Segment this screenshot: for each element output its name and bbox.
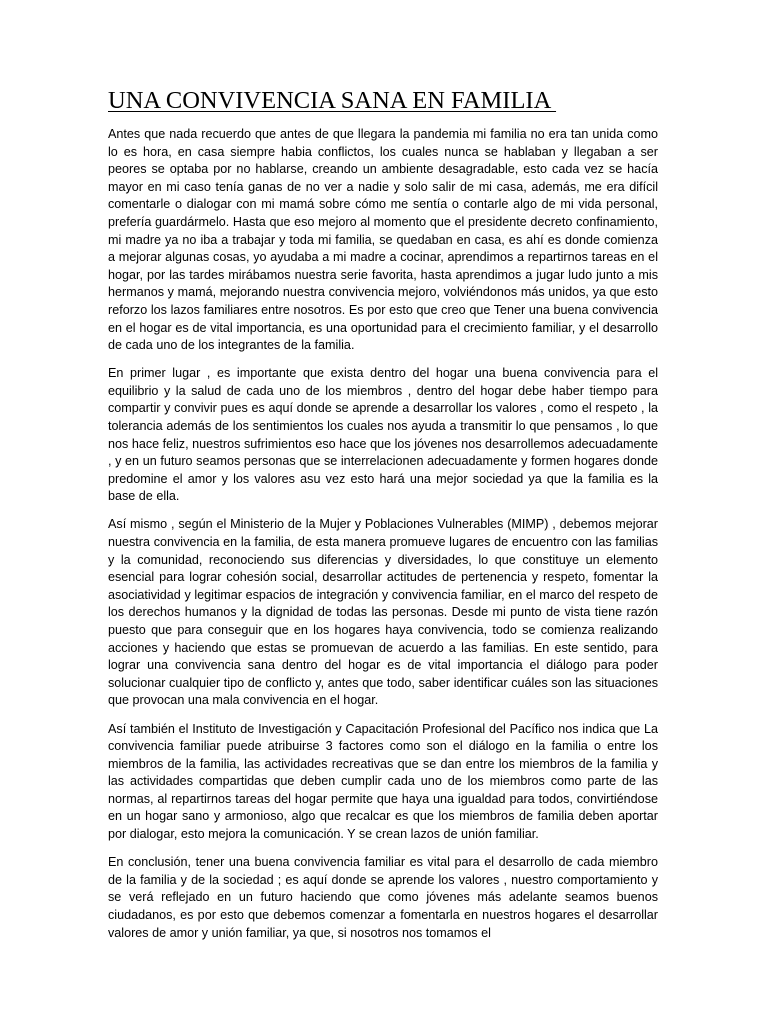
paragraph-institute-citation: Así también el Instituto de Investigación y Capacitación Profesional del Pacífico nos indica que La convivencia familiar puede atribuirse 3 factores como son el diálogo en la familia o entre los miembros de la familia, las actividades recreativas que se dan entre los miembros de la familia y las actividades compartidas que deben cumplir cada uno de los miembros como parte de las normas, al repartirnos tareas del hogar permite que haya una igualdad para todos, convirtiéndose en un hogar sano y armonioso, algo que recalcar es que los miembros de familia deben aportar por dialogar, esto mejora la comunicación. Y se crean lazos de unión familiar. [108, 721, 658, 842]
document-body [108, 126, 658, 953]
paragraph-introduction: Antes que nada recuerdo que antes de que llegara la pandemia mi familia no era tan unida como lo es hora, en casa siempre habia conflictos, los cuales nunca se hablaban y llegaban a ser peores se optaba por no hablarse, creando un ambiente desagradable, esto cada vez se hacía mayor en mi caso tenía ganas de no ver a nadie y solo salir de mi casa, además, me era difícil comentarle o dialogar con mi mamá sobre cómo me sentía o contarle algo de mi vida personal, prefería guardármelo. Hasta que eso mejoro al momento que el presidente decreto confinamiento, mi madre ya no iba a trabajar y toda mi familia, se quedaban en casa, es ahí es donde comienza a mejorar algunas cosas, yo ayudaba a mi madre a cocinar, aprendimos a repartirnos tareas en el hogar, por las tardes mirábamos nuestra serie favorita, hasta aprendimos a jugar ludo junto a mis hermanos y mamá, mejorando nuestra convivencia mejoro, volviéndonos más unidos, ya que esto reforzo los lazos familiares entre nosotros. Es por esto que creo que Tener una buena convivencia en el hogar es de vital importancia, es una oportunidad para el crecimiento familiar, y el desarrollo de cada uno de los integrantes de la familia. [108, 127, 658, 353]
paragraph-conclusion: En conclusión, tener una buena convivencia familiar es vital para el desarrollo de cada miembro de la familia y de la sociedad ; es aquí donde se aprende los valores , nuestro comportamiento y se verá reflejado en un futuro haciendo que como jóvenes más adelante seamos buenos ciudadanos, es por esto que debemos comenzar a fomentarla en nuestros hogares el desarrollar valores de amor y unión familiar, ya que, si nosotros nos tomamos el [108, 855, 658, 940]
paragraph-mimp-citation: Así mismo , según el Ministerio de la Mujer y Poblaciones Vulnerables (MIMP) , debemos mejorar nuestra convivencia en la familia, de esta manera promueve lugares de encuentro con las familias y la comunidad, reconociendo sus diferencias y diversidades, lo que constituye un elemento esencial para lograr cohesión social, desarrollar actitudes de pertenencia y respeto, fomentar la asociatividad y legitimar espacios de integración y convivencia familiar, en el marco del respeto de los derechos humanos y la dignidad de todas las personas. Desde mi punto de vista tiene razón puesto que para conseguir que en los hogares haya convivencia, todo se comienza realizando acciones y haciendo que estas se promuevan de acuerdo a las familias. En este sentido, para lograr una convivencia sana dentro del hogar es de vital importancia el diálogo para poder solucionar cualquier tipo de conflicto y, antes que todo, saber identificar cuáles son las situaciones que provocan una mala convivencia en el hogar. [108, 517, 658, 708]
document-title: UNA CONVIVENCIA SANA EN FAMILIA [108, 87, 557, 114]
paragraph-first-argument: En primer lugar , es importante que exista dentro del hogar una buena convivencia para el equilibrio y la salud de cada uno de los miembros , dentro del hogar debe haber tiempo para compartir y convivir pues es aquí donde se aprende a desarrollar los valores , como el respeto , la tolerancia además de los sentimientos los cuales nos ayuda a transmitir lo que pensamos , lo que nos hace feliz, nuestros sufrimientos eso hace que los jóvenes nos desarrollemos adecuadamente , y en un futuro seamos personas que se interrelacionen adecuadamente y formen hogares donde predomine el amor y los valores asu vez esto hará una mejor sociedad ya que la familia es la base de ella. [108, 366, 658, 504]
